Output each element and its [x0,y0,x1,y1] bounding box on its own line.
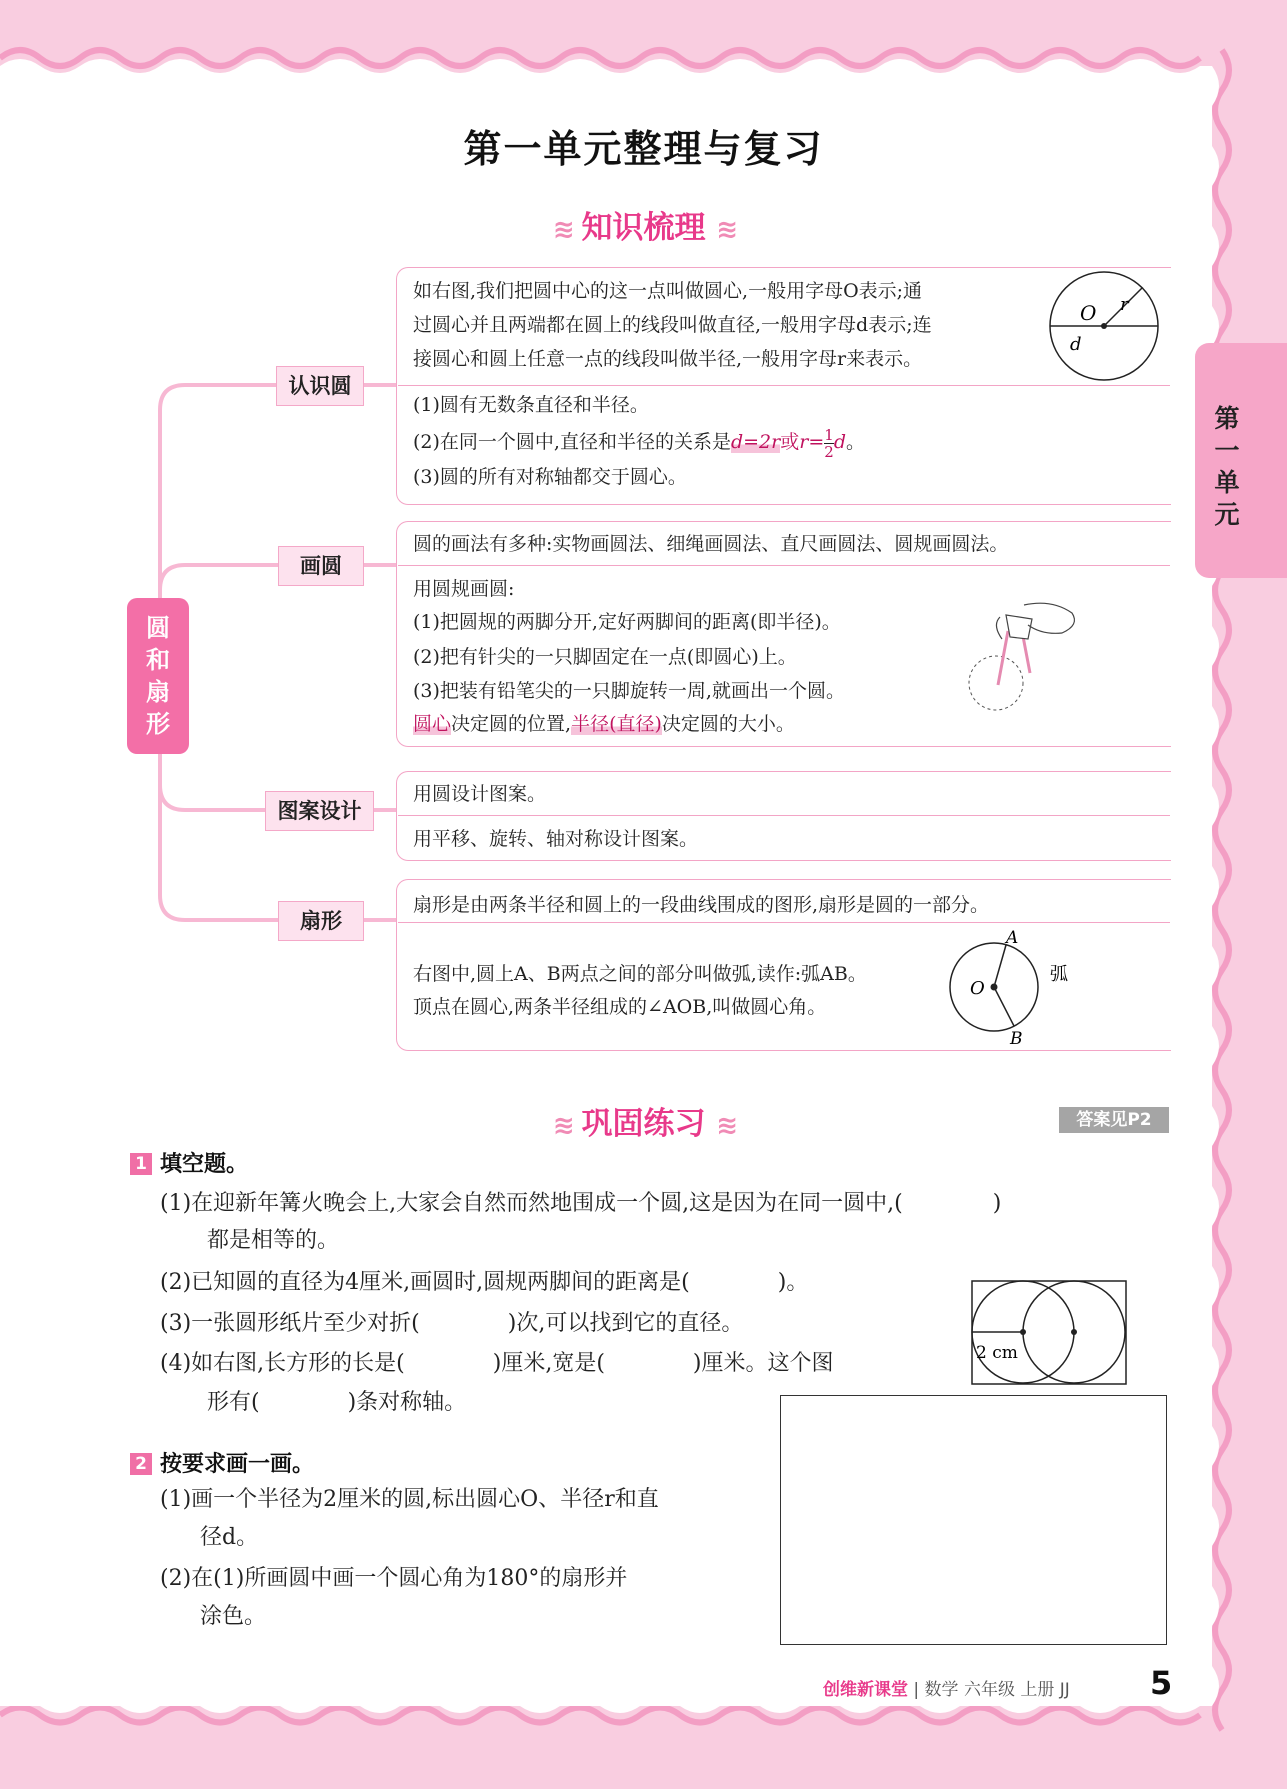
section-heading-text: 知识梳理 [581,210,706,246]
circle-diagram [1042,268,1168,384]
question-title: 按要求画一画。 [160,1452,315,1477]
compass-subtitle: 用圆规画圆: [413,578,515,600]
q2-item-1-cont: 径d。 [200,1525,259,1550]
circle-definition-line-1: 如右图,我们把圆中心的这一点叫做圆心,一般用字母O表示;通 [413,280,923,302]
root-node [127,598,189,754]
divider [398,922,1170,923]
q1-item-3: (3)一张圆形纸片至少对折( )次,可以找到它的直径。 [160,1311,744,1336]
figure-dimension-label: 2 cm [976,1343,1018,1363]
label-A: A [1006,928,1019,948]
circle-definition-line-3: 接圆心和圆上任意一点的线段叫做半径,一般用字母r来表示。 [413,348,923,370]
q1-item-4-cont: 形有( )条对称轴。 [207,1390,467,1415]
unit-side-tab-label: 第一单元 [1214,404,1240,529]
circle-definition-line-2: 过圆心并且两端都在圆上的线段叫做直径,一般用字母d表示;连 [413,314,932,336]
divider [398,385,1170,386]
section-heading-text: 巩固练习 [581,1106,706,1142]
page-title: 第一单元整理与复习 [463,127,824,171]
wave-decoration-icon: ≋ [552,215,571,245]
answer-reference-badge[interactable]: 答案见P2 [1059,1107,1169,1133]
property-2: (2)在同一个圆中,直径和半径的关系是d=2r或r= $\frac{1}{2}$ d。 [413,425,865,461]
q2-item-2-cont: 涂色。 [200,1604,267,1629]
pattern-line-2: 用平移、旋转、轴对称设计图案。 [413,828,699,850]
drawing-methods: 圆的画法有多种:实物画圆法、细绳画圆法、直尺画圆法、圆规画圆法。 [413,533,1009,555]
compass-step-3: (3)把装有铅笔尖的一只脚旋转一周,就画出一个圆。 [413,680,845,702]
label-r: r [1120,294,1129,315]
branch-pattern-design: 图案设计 [265,791,374,831]
page-number: 5 [1150,1664,1173,1702]
branch-know-circle: 认识圆 [276,366,364,406]
compass-step-2: (2)把有针尖的一只脚固定在一点(即圆心)上。 [413,646,797,668]
q2-item-1: (1)画一个半径为2厘米的圆,标出圆心O、半径r和直 [160,1487,659,1512]
branch-draw-circle: 画圆 [278,546,364,586]
wave-decoration-icon: ≋ [716,215,735,245]
q1-item-2: (2)已知圆的直径为4厘米,画圆时,圆规两脚间的距离是( )。 [160,1270,809,1295]
pattern-line-1: 用圆设计图案。 [413,783,547,805]
question-number-badge: 2 [130,1453,152,1475]
q2-item-2: (2)在(1)所画圆中画一个圆心角为180°的扇形并 [160,1566,628,1591]
wave-decoration-icon: ≋ [716,1111,735,1141]
label-d: d [1070,334,1082,355]
root-node-label: 圆和扇形 [146,614,170,738]
q1-item-4: (4)如右图,长方形的长是( )厘米,宽是( )厘米。这个图 [160,1351,834,1376]
footer-brand: 创维新课堂 [823,1680,908,1700]
sector-definition: 扇形是由两条半径和圆上的一段曲线围成的图形,扇形是圆的一部分。 [413,894,990,916]
question-1-heading [130,1147,248,1178]
wave-decoration-icon: ≋ [552,1111,571,1141]
footer-book-info: 数学 六年级 上册 JJ [924,1680,1070,1700]
drawing-area[interactable] [780,1395,1167,1645]
property-3: (3)圆的所有对称轴都交于圆心。 [413,466,687,488]
divider [398,815,1170,816]
label-arc: 弧 [1050,964,1068,985]
sector-diagram [948,924,1088,1048]
central-angle-definition: 顶点在圆心,两条半径组成的∠AOB,叫做圆心角。 [413,996,827,1018]
label-O: O [1080,301,1097,325]
question-number-badge: 1 [130,1153,152,1175]
label-O: O [970,978,985,999]
arc-definition: 右图中,圆上A、B两点之间的部分叫做弧,读作:弧AB。 [413,963,867,985]
label-B: B [1010,1029,1023,1048]
question-2-heading [130,1447,314,1478]
divider [398,565,1170,566]
q1-item-1-cont: 都是相等的。 [207,1228,340,1253]
compass-drawing-icon [962,595,1082,715]
branch-sector: 扇形 [278,901,364,941]
footer-separator: | [913,1680,920,1700]
question-title: 填空题。 [160,1152,249,1177]
q1-item-1: (1)在迎新年篝火晚会上,大家会自然而然地围成一个圆,这是因为在同一圆中,( ) [160,1191,1002,1216]
property-1: (1)圆有无数条直径和半径。 [413,394,649,416]
compass-step-1: (1)把圆规的两脚分开,定好两脚间的距离(即半径)。 [413,611,841,633]
two-circles-rectangle-figure [970,1279,1128,1387]
compass-summary: 圆心决定圆的位置,半径(直径)决定圆的大小。 [413,713,795,735]
footer-info [823,1675,1070,1700]
